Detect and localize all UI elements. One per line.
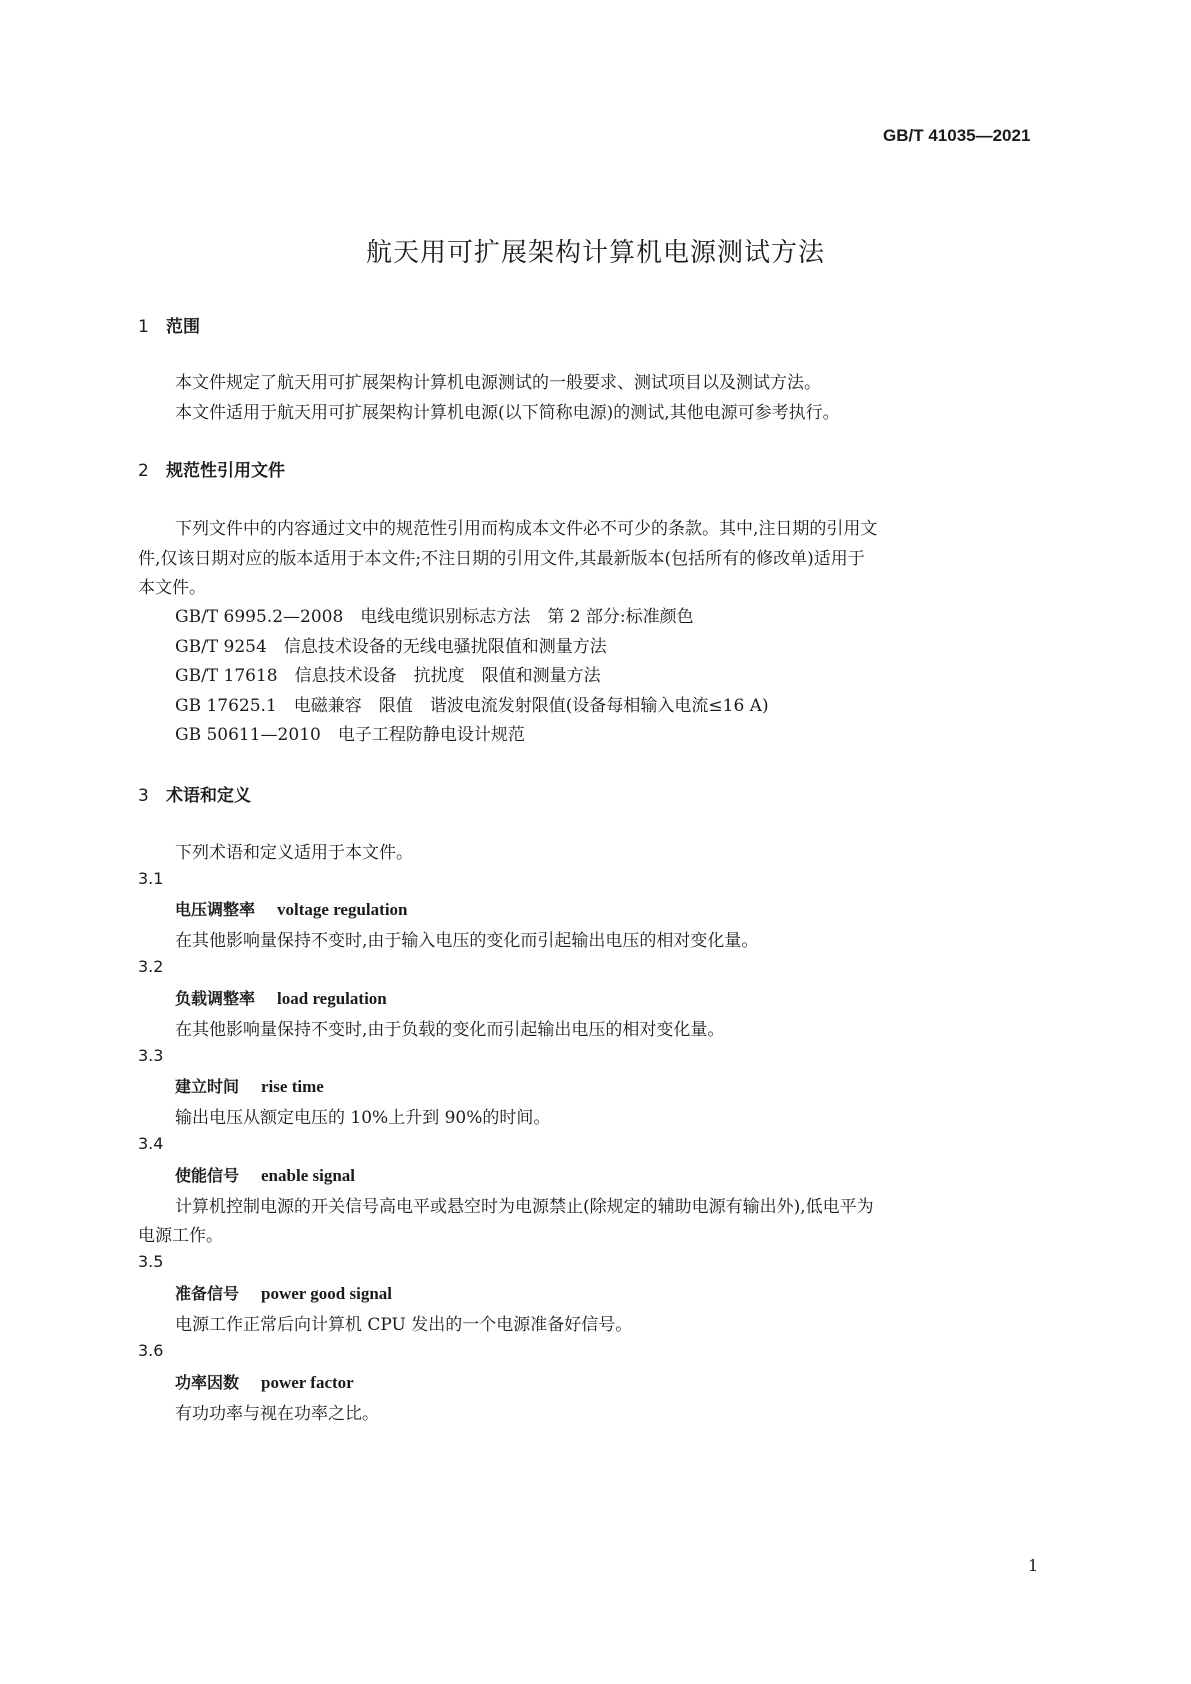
term-name-zh: 功率因数 (175, 1373, 240, 1392)
section-1-number: 1 (138, 317, 149, 337)
section-1-paragraph-2: 本文件适用于航天用可扩展架构计算机电源(以下简称电源)的测试,其他电源可参考执行。 (175, 403, 840, 423)
term-name-zh: 准备信号 (175, 1284, 240, 1303)
term-name (175, 1074, 324, 1097)
term-name-en: rise time (261, 1077, 324, 1096)
section-3-number: 3 (138, 786, 149, 806)
term-number: 3.6 (138, 1341, 164, 1360)
term-name (175, 897, 408, 920)
term-name (175, 986, 387, 1009)
term-name (175, 1281, 392, 1304)
term-number: 3.1 (138, 869, 164, 888)
reference-item: GB/T 6995.2—2008 电线电缆识别标志方法 第 2 部分:标准颜色 (175, 607, 694, 627)
term-number: 3.4 (138, 1134, 164, 1153)
term-number: 3.5 (138, 1252, 164, 1271)
term-name-en: power factor (261, 1373, 354, 1392)
section-1-title: 范围 (166, 317, 200, 337)
term-definition: 在其他影响量保持不变时,由于负载的变化而引起输出电压的相对变化量。 (175, 1020, 725, 1040)
term-definition: 计算机控制电源的开关信号高电平或悬空时为电源禁止(除规定的辅助电源有输出外),低电平为 (175, 1197, 874, 1217)
term-definition-continued: 电源工作。 (138, 1226, 223, 1246)
section-2-intro-line-3: 本文件。 (138, 578, 206, 598)
section-3-intro: 下列术语和定义适用于本文件。 (175, 843, 413, 863)
reference-item: GB/T 17618 信息技术设备 抗扰度 限值和测量方法 (175, 666, 601, 686)
term-definition: 在其他影响量保持不变时,由于输入电压的变化而引起输出电压的相对变化量。 (175, 931, 759, 951)
term-name (175, 1370, 354, 1393)
term-name (175, 1163, 355, 1186)
section-2-title: 规范性引用文件 (166, 461, 285, 481)
term-name-en: voltage regulation (277, 900, 408, 919)
term-name-zh: 电压调整率 (175, 900, 256, 919)
term-number: 3.2 (138, 957, 164, 976)
term-name-en: power good signal (261, 1284, 393, 1303)
section-1-heading (138, 312, 200, 337)
section-2-heading (138, 456, 285, 481)
term-definition: 有功功率与视在功率之比。 (175, 1404, 379, 1424)
term-name-zh: 建立时间 (175, 1077, 240, 1096)
standard-code: GB/T 41035—2021 (883, 126, 1031, 145)
document-title: 航天用可扩展架构计算机电源测试方法 (365, 238, 825, 268)
section-3-title: 术语和定义 (166, 786, 251, 806)
section-1-paragraph-1: 本文件规定了航天用可扩展架构计算机电源测试的一般要求、测试项目以及测试方法。 (175, 373, 821, 393)
term-name-zh: 负载调整率 (175, 989, 256, 1008)
page-number: 1 (1028, 1556, 1039, 1575)
term-definition: 电源工作正常后向计算机 CPU 发出的一个电源准备好信号。 (175, 1315, 633, 1335)
term-definition: 输出电压从额定电压的 10%上升到 90%的时间。 (175, 1108, 551, 1128)
reference-item: GB 50611—2010 电子工程防静电设计规范 (175, 725, 525, 745)
term-number: 3.3 (138, 1046, 164, 1065)
reference-item: GB 17625.1 电磁兼容 限值 谐波电流发射限值(设备每相输入电流≤16 A) (175, 696, 769, 716)
section-3-heading (138, 781, 251, 806)
term-name-zh: 使能信号 (175, 1166, 240, 1185)
section-2-intro-line-2: 件,仅该日期对应的版本适用于本文件;不注日期的引用文件,其最新版本(包括所有的修改单)适用于 (138, 549, 865, 569)
section-2-intro-line-1: 下列文件中的内容通过文中的规范性引用而构成本文件必不可少的条款。其中,注日期的引用文 (175, 519, 878, 539)
term-name-en: load regulation (277, 989, 387, 1008)
reference-item: GB/T 9254 信息技术设备的无线电骚扰限值和测量方法 (175, 637, 607, 657)
section-2-number: 2 (138, 461, 149, 481)
term-name-en: enable signal (261, 1166, 356, 1185)
